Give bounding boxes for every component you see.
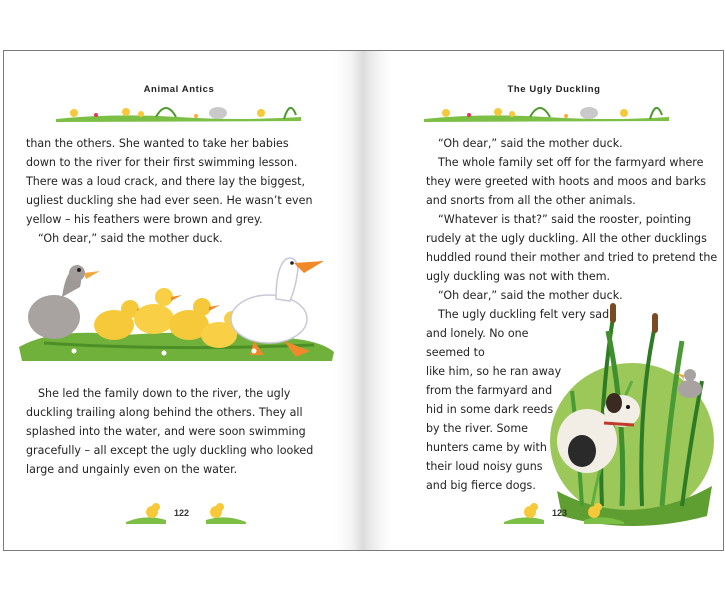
text-line: and lonely. No one seemed to — [426, 327, 529, 359]
page-number: 123 — [552, 508, 568, 518]
text-line: gracefully – all except the ugly duckling who looked — [26, 444, 314, 457]
left-folio — [126, 500, 246, 526]
text-line: “Oh dear,” said the mother duck. — [438, 289, 623, 302]
book-spread — [3, 50, 724, 551]
text-line: “Whatever is that?” said the rooster, pointing — [438, 213, 692, 226]
text-line: rudely at the ugly duckling. All the other ducklings — [426, 232, 707, 245]
text-line: The whole family set off for the farmyard where — [438, 156, 704, 169]
text-line: they were greeted with hoots and moos and barks — [426, 175, 707, 188]
left-text-top — [26, 134, 336, 248]
text-line: than the others. She wanted to take her babies — [26, 137, 289, 150]
right-page — [364, 51, 723, 550]
right-running-head: The Ugly Duckling — [507, 84, 601, 95]
text-line: ugliest duckling she had ever seen. He wasn’t even — [26, 194, 313, 207]
left-running-head: Animal Antics — [143, 84, 215, 95]
text-line: large and ungainly even on the water. — [26, 463, 238, 476]
text-line: splashed into the water, and were soon swimming — [26, 425, 306, 438]
text-line: hid in some dark reeds — [426, 403, 554, 416]
duck-family-illustration — [14, 247, 339, 367]
text-line: their loud noisy guns — [426, 460, 543, 473]
page-number: 122 — [174, 508, 190, 518]
text-line: down to the river for their first swimming lesson. — [26, 156, 298, 169]
text-line: duckling trailing along behind the others. They all — [26, 406, 303, 419]
text-line: huddled round their mother and tried to pretend the — [426, 251, 718, 264]
text-line: like him, so he ran away — [426, 365, 562, 378]
text-line: from the farmyard and — [426, 384, 553, 397]
text-line: hunters came by with — [426, 441, 547, 454]
left-page — [4, 51, 364, 550]
text-line: and big fierce dogs. — [426, 479, 536, 492]
text-line: The ugly duckling felt very sad — [438, 308, 610, 321]
text-line: “Oh dear,” said the mother duck. — [438, 137, 623, 150]
left-text-bottom — [26, 384, 336, 479]
text-line: ugly duckling was not with them. — [426, 270, 611, 283]
text-line: There was a loud crack, and there lay the biggest, — [26, 175, 305, 188]
text-line: by the river. Some — [426, 422, 528, 435]
right-folio — [504, 500, 624, 526]
text-line: yellow – his feathers were brown and grey. — [26, 213, 263, 226]
left-header-banner-illustration — [56, 95, 301, 125]
text-line: She led the family down to the river, the ugly — [38, 387, 291, 400]
text-line: “Oh dear,” said the mother duck. — [38, 232, 223, 245]
right-header-banner-illustration — [424, 95, 669, 125]
text-line: and snorts from all the other animals. — [426, 194, 636, 207]
